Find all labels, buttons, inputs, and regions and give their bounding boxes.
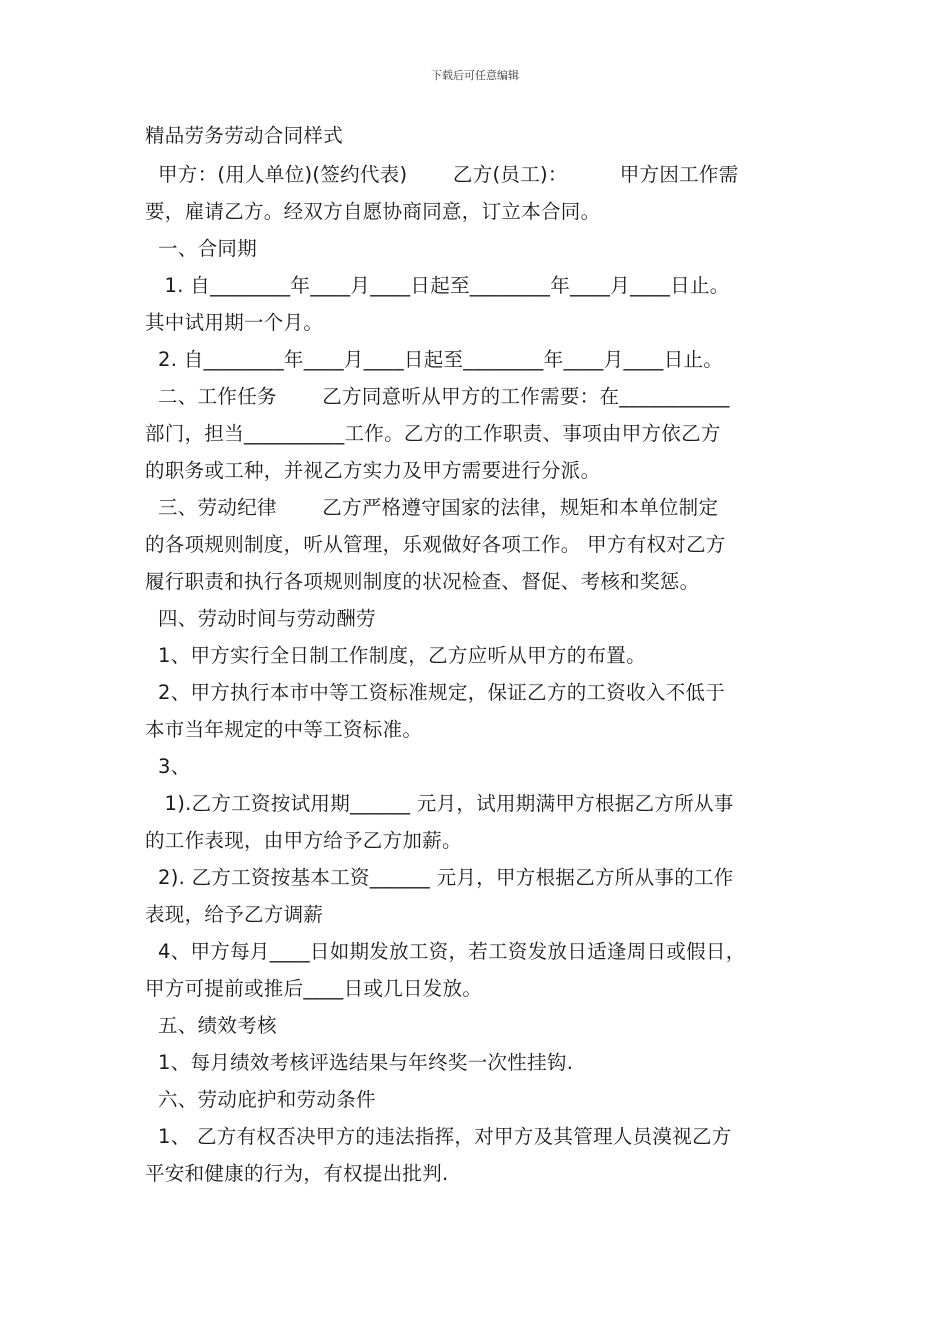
text-line: 3、 <box>145 755 191 778</box>
text-line: 一、合同期 <box>145 237 257 260</box>
document-body <box>145 117 825 1192</box>
text-line: 的各项规则制度，听从管理，乐观做好各项工作。 甲方有权对乙方 <box>145 533 726 556</box>
text-line: 甲方可提前或推后____日或几日发放。 <box>145 977 483 1000</box>
text-line: 甲方：(用人单位)(签约代表) 乙方(员工)： 甲方因工作需 <box>145 163 739 186</box>
text-line: 1).乙方工资按试用期______ 元月，试用期满甲方根据乙方所从事 <box>145 792 734 815</box>
text-line: 平安和健康的行为，有权提出批判. <box>145 1162 449 1185</box>
text-line: 的工作表现，由甲方给予乙方加薪。 <box>145 829 462 852</box>
text-line: 要，雇请乙方。经双方自愿协商同意，订立本合同。 <box>145 200 601 223</box>
text-line: 三、劳动纪律 乙方严格遵守国家的法律，规矩和本单位制定 <box>145 496 719 519</box>
text-line: 2). 乙方工资按基本工资______ 元月，甲方根据乙方所从事的工作 <box>145 866 734 889</box>
text-line: 1、每月绩效考核评选结果与年终奖一次性挂钩. <box>145 1051 574 1074</box>
text-line: 的职务或工种，并视乙方实力及甲方需要进行分派。 <box>145 459 601 482</box>
text-line: 表现，给予乙方调薪 <box>145 903 324 926</box>
text-line: 1、甲方实行全日制工作制度，乙方应听从甲方的布置。 <box>145 644 646 667</box>
text-line: 五、绩效考核 <box>145 1014 277 1037</box>
text-line: 2、甲方执行本市中等工资标准规定，保证乙方的工资收入不低于 <box>145 681 726 704</box>
text-line: 本市当年规定的中等工资标准。 <box>145 718 423 741</box>
text-line: 部门，担当__________工作。乙方的工作职责、事项由甲方依乙方 <box>145 422 721 445</box>
text-line: 六、劳动庇护和劳动条件 <box>145 1088 376 1111</box>
document-title: 精品劳务劳动合同样式 <box>145 124 344 147</box>
text-line: 2. 自________年____月____日起至________年____月____日止。 <box>145 348 724 371</box>
page-header: 下载后可任意编辑 <box>431 69 519 82</box>
text-line: 其中试用期一个月。 <box>145 311 324 334</box>
text-line: 4、甲方每月____日如期发放工资，若工资发放日适逢周日或假日， <box>145 940 746 963</box>
text-line: 二、工作任务 乙方同意听从甲方的工作需要：在___________ <box>145 385 730 408</box>
text-line: 1. 自________年____月____日起至________年____月____日止。 <box>145 274 730 297</box>
text-line: 四、劳动时间与劳动酬劳 <box>145 607 376 630</box>
text-line: 履行职责和执行各项规则制度的状况检查、督促、考核和奖惩。 <box>145 570 700 593</box>
text-line: 1、 乙方有权否决甲方的违法指挥，对甲方及其管理人员漠视乙方 <box>145 1125 732 1148</box>
